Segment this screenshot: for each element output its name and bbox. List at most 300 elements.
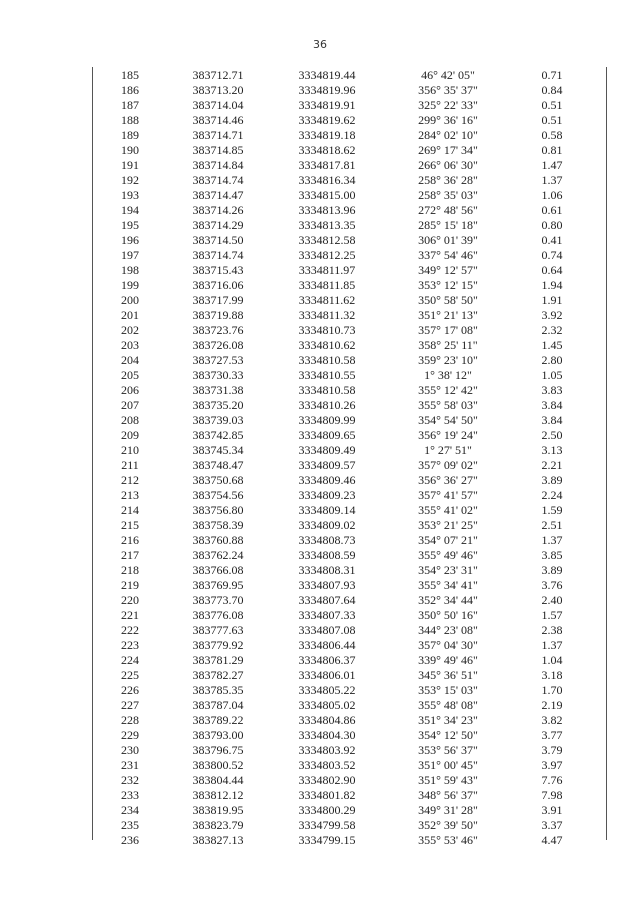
y-coordinate-cell: 3334811.85 bbox=[298, 278, 356, 292]
bearing-angle-cell: 269° 17' 34" bbox=[418, 143, 478, 157]
y-coordinate-cell: 3334811.97 bbox=[298, 263, 356, 277]
distance-cell: 7.98 bbox=[541, 788, 563, 802]
x-coordinate-cell: 383754.56 bbox=[192, 488, 244, 502]
distance-cell: 2.24 bbox=[541, 488, 563, 502]
table-row bbox=[92, 758, 607, 773]
x-coordinate-cell: 383714.71 bbox=[192, 128, 244, 142]
bearing-angle-cell: 356° 35' 37" bbox=[418, 83, 478, 97]
distance-cell: 3.89 bbox=[541, 473, 563, 487]
table-row bbox=[92, 338, 607, 353]
point-number-cell: 228 bbox=[121, 713, 139, 727]
point-number-cell: 189 bbox=[121, 128, 139, 142]
table-row bbox=[92, 353, 607, 368]
x-coordinate-cell: 383785.35 bbox=[192, 683, 244, 697]
x-coordinate-cell: 383712.71 bbox=[192, 68, 244, 82]
table-row bbox=[92, 728, 607, 743]
table-row bbox=[92, 698, 607, 713]
point-number-cell: 227 bbox=[121, 698, 139, 712]
y-coordinate-cell: 3334803.92 bbox=[298, 743, 356, 757]
x-coordinate-cell: 383723.76 bbox=[192, 323, 244, 337]
x-coordinate-cell: 383717.99 bbox=[192, 293, 244, 307]
page-number: 36 bbox=[313, 38, 327, 51]
table-row bbox=[92, 788, 607, 803]
table-row bbox=[92, 833, 607, 848]
table-row bbox=[92, 443, 607, 458]
table-row bbox=[92, 458, 607, 473]
distance-cell: 3.84 bbox=[541, 398, 563, 412]
y-coordinate-cell: 3334802.90 bbox=[298, 773, 356, 787]
x-coordinate-cell: 383715.43 bbox=[192, 263, 244, 277]
x-coordinate-cell: 383713.20 bbox=[192, 83, 244, 97]
point-number-cell: 215 bbox=[121, 518, 139, 532]
x-coordinate-cell: 383773.70 bbox=[192, 593, 244, 607]
point-number-cell: 205 bbox=[121, 368, 139, 382]
point-number-cell: 192 bbox=[121, 173, 139, 187]
distance-cell: 2.38 bbox=[541, 623, 563, 637]
x-coordinate-cell: 383748.47 bbox=[192, 458, 244, 472]
x-coordinate-cell: 383777.63 bbox=[192, 623, 244, 637]
point-number-cell: 212 bbox=[121, 473, 139, 487]
x-coordinate-cell: 383714.04 bbox=[192, 98, 244, 112]
point-number-cell: 233 bbox=[121, 788, 139, 802]
table-row bbox=[92, 278, 607, 293]
bearing-angle-cell: 1° 27' 51" bbox=[424, 443, 472, 457]
point-number-cell: 231 bbox=[121, 758, 139, 772]
distance-cell: 2.32 bbox=[541, 323, 563, 337]
x-coordinate-cell: 383819.95 bbox=[192, 803, 244, 817]
x-coordinate-cell: 383730.33 bbox=[192, 368, 244, 382]
y-coordinate-cell: 3334805.22 bbox=[298, 683, 356, 697]
distance-cell: 0.51 bbox=[541, 113, 563, 127]
x-coordinate-cell: 383714.46 bbox=[192, 113, 244, 127]
point-number-cell: 195 bbox=[121, 218, 139, 232]
point-number-cell: 223 bbox=[121, 638, 139, 652]
distance-cell: 1.47 bbox=[541, 158, 563, 172]
y-coordinate-cell: 3334809.23 bbox=[298, 488, 356, 502]
bearing-angle-cell: 350° 58' 50" bbox=[418, 293, 478, 307]
table-row bbox=[92, 593, 607, 608]
distance-cell: 0.80 bbox=[541, 218, 563, 232]
table-row bbox=[92, 653, 607, 668]
table-row bbox=[92, 503, 607, 518]
bearing-angle-cell: 354° 12' 50" bbox=[418, 728, 478, 742]
x-coordinate-cell: 383714.47 bbox=[192, 188, 244, 202]
y-coordinate-cell: 3334803.52 bbox=[298, 758, 356, 772]
table-row bbox=[92, 578, 607, 593]
bearing-angle-cell: 306° 01' 39" bbox=[418, 233, 478, 247]
distance-cell: 3.18 bbox=[541, 668, 563, 682]
bearing-angle-cell: 284° 02' 10" bbox=[418, 128, 478, 142]
x-coordinate-cell: 383793.00 bbox=[192, 728, 244, 742]
table-row bbox=[92, 713, 607, 728]
bearing-angle-cell: 349° 12' 57" bbox=[418, 263, 478, 277]
bearing-angle-cell: 356° 19' 24" bbox=[418, 428, 478, 442]
bearing-angle-cell: 354° 54' 50" bbox=[418, 413, 478, 427]
x-coordinate-cell: 383800.52 bbox=[192, 758, 244, 772]
x-coordinate-cell: 383804.44 bbox=[192, 773, 244, 787]
table-row bbox=[92, 623, 607, 638]
x-coordinate-cell: 383781.29 bbox=[192, 653, 244, 667]
bearing-angle-cell: 325° 22' 33" bbox=[418, 98, 478, 112]
y-coordinate-cell: 3334810.55 bbox=[298, 368, 356, 382]
x-coordinate-cell: 383787.04 bbox=[192, 698, 244, 712]
table-row bbox=[92, 248, 607, 263]
point-number-cell: 197 bbox=[121, 248, 139, 262]
table-row bbox=[92, 173, 607, 188]
x-coordinate-cell: 383735.20 bbox=[192, 398, 244, 412]
point-number-cell: 202 bbox=[121, 323, 139, 337]
y-coordinate-cell: 3334799.58 bbox=[298, 818, 356, 832]
bearing-angle-cell: 355° 12' 42" bbox=[418, 383, 478, 397]
x-coordinate-cell: 383758.39 bbox=[192, 518, 244, 532]
distance-cell: 2.19 bbox=[541, 698, 563, 712]
bearing-angle-cell: 266° 06' 30" bbox=[418, 158, 478, 172]
distance-cell: 1.94 bbox=[541, 278, 563, 292]
distance-cell: 2.51 bbox=[541, 518, 563, 532]
table-row bbox=[92, 413, 607, 428]
x-coordinate-cell: 383812.12 bbox=[192, 788, 244, 802]
distance-cell: 3.79 bbox=[541, 743, 563, 757]
y-coordinate-cell: 3334809.46 bbox=[298, 473, 356, 487]
point-number-cell: 201 bbox=[121, 308, 139, 322]
bearing-angle-cell: 1° 38' 12" bbox=[424, 368, 472, 382]
point-number-cell: 203 bbox=[121, 338, 139, 352]
distance-cell: 0.58 bbox=[541, 128, 563, 142]
x-coordinate-cell: 383731.38 bbox=[192, 383, 244, 397]
y-coordinate-cell: 3334810.58 bbox=[298, 383, 356, 397]
y-coordinate-cell: 3334818.62 bbox=[298, 143, 356, 157]
point-number-cell: 222 bbox=[121, 623, 139, 637]
x-coordinate-cell: 383714.50 bbox=[192, 233, 244, 247]
y-coordinate-cell: 3334812.58 bbox=[298, 233, 356, 247]
point-number-cell: 221 bbox=[121, 608, 139, 622]
point-number-cell: 226 bbox=[121, 683, 139, 697]
y-coordinate-cell: 3334800.29 bbox=[298, 803, 356, 817]
y-coordinate-cell: 3334808.59 bbox=[298, 548, 356, 562]
y-coordinate-cell: 3334815.00 bbox=[298, 188, 356, 202]
distance-cell: 3.76 bbox=[541, 578, 563, 592]
y-coordinate-cell: 3334809.57 bbox=[298, 458, 356, 472]
bearing-angle-cell: 355° 49' 46" bbox=[418, 548, 478, 562]
x-coordinate-cell: 383745.34 bbox=[192, 443, 244, 457]
y-coordinate-cell: 3334801.82 bbox=[298, 788, 356, 802]
distance-cell: 0.71 bbox=[541, 68, 563, 82]
distance-cell: 0.41 bbox=[541, 233, 563, 247]
bearing-angle-cell: 351° 59' 43" bbox=[418, 773, 478, 787]
table-row bbox=[92, 188, 607, 203]
bearing-angle-cell: 352° 34' 44" bbox=[418, 593, 478, 607]
bearing-angle-cell: 285° 15' 18" bbox=[418, 218, 478, 232]
point-number-cell: 224 bbox=[121, 653, 139, 667]
distance-cell: 1.91 bbox=[541, 293, 563, 307]
bearing-angle-cell: 337° 54' 46" bbox=[418, 248, 478, 262]
x-coordinate-cell: 383762.24 bbox=[192, 548, 244, 562]
y-coordinate-cell: 3334805.02 bbox=[298, 698, 356, 712]
bearing-angle-cell: 351° 34' 23" bbox=[418, 713, 478, 727]
distance-cell: 1.05 bbox=[541, 368, 563, 382]
bearing-angle-cell: 357° 04' 30" bbox=[418, 638, 478, 652]
bearing-angle-cell: 353° 56' 37" bbox=[418, 743, 478, 757]
x-coordinate-cell: 383726.08 bbox=[192, 338, 244, 352]
point-number-cell: 225 bbox=[121, 668, 139, 682]
x-coordinate-cell: 383714.74 bbox=[192, 248, 244, 262]
point-number-cell: 235 bbox=[121, 818, 139, 832]
y-coordinate-cell: 3334816.34 bbox=[298, 173, 356, 187]
y-coordinate-cell: 3334807.33 bbox=[298, 608, 356, 622]
point-number-cell: 219 bbox=[121, 578, 139, 592]
table-row bbox=[92, 473, 607, 488]
bearing-angle-cell: 349° 31' 28" bbox=[418, 803, 478, 817]
x-coordinate-cell: 383789.22 bbox=[192, 713, 244, 727]
y-coordinate-cell: 3334809.14 bbox=[298, 503, 356, 517]
y-coordinate-cell: 3334811.32 bbox=[298, 308, 356, 322]
y-coordinate-cell: 3334806.44 bbox=[298, 638, 356, 652]
y-coordinate-cell: 3334809.02 bbox=[298, 518, 356, 532]
y-coordinate-cell: 3334819.62 bbox=[298, 113, 356, 127]
table-row bbox=[92, 773, 607, 788]
y-coordinate-cell: 3334809.49 bbox=[298, 443, 356, 457]
x-coordinate-cell: 383714.85 bbox=[192, 143, 244, 157]
bearing-angle-cell: 355° 53' 46" bbox=[418, 833, 478, 847]
distance-cell: 1.45 bbox=[541, 338, 563, 352]
table-row bbox=[92, 488, 607, 503]
table-row bbox=[92, 368, 607, 383]
point-number-cell: 186 bbox=[121, 83, 139, 97]
bearing-angle-cell: 357° 09' 02" bbox=[418, 458, 478, 472]
y-coordinate-cell: 3334813.96 bbox=[298, 203, 356, 217]
y-coordinate-cell: 3334817.81 bbox=[298, 158, 356, 172]
distance-cell: 3.92 bbox=[541, 308, 563, 322]
table-row bbox=[92, 263, 607, 278]
table-row bbox=[92, 68, 607, 83]
point-number-cell: 216 bbox=[121, 533, 139, 547]
point-number-cell: 232 bbox=[121, 773, 139, 787]
x-coordinate-cell: 383756.80 bbox=[192, 503, 244, 517]
distance-cell: 1.37 bbox=[541, 533, 563, 547]
table-row bbox=[92, 383, 607, 398]
bearing-angle-cell: 348° 56' 37" bbox=[418, 788, 478, 802]
distance-cell: 3.85 bbox=[541, 548, 563, 562]
x-coordinate-cell: 383766.08 bbox=[192, 563, 244, 577]
table-row bbox=[92, 638, 607, 653]
point-number-cell: 230 bbox=[121, 743, 139, 757]
x-coordinate-cell: 383760.88 bbox=[192, 533, 244, 547]
point-number-cell: 214 bbox=[121, 503, 139, 517]
x-coordinate-cell: 383796.75 bbox=[192, 743, 244, 757]
table-row bbox=[92, 83, 607, 98]
bearing-angle-cell: 355° 34' 41" bbox=[418, 578, 478, 592]
distance-cell: 3.82 bbox=[541, 713, 563, 727]
distance-cell: 1.57 bbox=[541, 608, 563, 622]
y-coordinate-cell: 3334809.65 bbox=[298, 428, 356, 442]
y-coordinate-cell: 3334807.93 bbox=[298, 578, 356, 592]
bearing-angle-cell: 357° 41' 57" bbox=[418, 488, 478, 502]
distance-cell: 3.83 bbox=[541, 383, 563, 397]
distance-cell: 1.70 bbox=[541, 683, 563, 697]
bearing-angle-cell: 339° 49' 46" bbox=[418, 653, 478, 667]
x-coordinate-cell: 383727.53 bbox=[192, 353, 244, 367]
x-coordinate-cell: 383716.06 bbox=[192, 278, 244, 292]
y-coordinate-cell: 3334810.73 bbox=[298, 323, 356, 337]
bearing-angle-cell: 353° 12' 15" bbox=[418, 278, 478, 292]
point-number-cell: 218 bbox=[121, 563, 139, 577]
table-row bbox=[92, 803, 607, 818]
distance-cell: 1.04 bbox=[541, 653, 563, 667]
point-number-cell: 211 bbox=[121, 458, 139, 472]
bearing-angle-cell: 258° 35' 03" bbox=[418, 188, 478, 202]
y-coordinate-cell: 3334819.44 bbox=[298, 68, 356, 82]
x-coordinate-cell: 383782.27 bbox=[192, 668, 244, 682]
point-number-cell: 196 bbox=[121, 233, 139, 247]
bearing-angle-cell: 359° 23' 10" bbox=[418, 353, 478, 367]
point-number-cell: 185 bbox=[121, 68, 139, 82]
table-row bbox=[92, 128, 607, 143]
y-coordinate-cell: 3334812.25 bbox=[298, 248, 356, 262]
point-number-cell: 190 bbox=[121, 143, 139, 157]
point-number-cell: 229 bbox=[121, 728, 139, 742]
point-number-cell: 206 bbox=[121, 383, 139, 397]
distance-cell: 2.50 bbox=[541, 428, 563, 442]
table-row bbox=[92, 668, 607, 683]
point-number-cell: 207 bbox=[121, 398, 139, 412]
point-number-cell: 209 bbox=[121, 428, 139, 442]
distance-cell: 2.40 bbox=[541, 593, 563, 607]
bearing-angle-cell: 355° 41' 02" bbox=[418, 503, 478, 517]
table-row bbox=[92, 548, 607, 563]
distance-cell: 3.97 bbox=[541, 758, 563, 772]
distance-cell: 0.84 bbox=[541, 83, 563, 97]
bearing-angle-cell: 258° 36' 28" bbox=[418, 173, 478, 187]
x-coordinate-cell: 383714.84 bbox=[192, 158, 244, 172]
y-coordinate-cell: 3334806.37 bbox=[298, 653, 356, 667]
x-coordinate-cell: 383769.95 bbox=[192, 578, 244, 592]
y-coordinate-cell: 3334809.99 bbox=[298, 413, 356, 427]
table-row bbox=[92, 608, 607, 623]
x-coordinate-cell: 383714.29 bbox=[192, 218, 244, 232]
x-coordinate-cell: 383714.74 bbox=[192, 173, 244, 187]
point-number-cell: 199 bbox=[121, 278, 139, 292]
y-coordinate-cell: 3334808.73 bbox=[298, 533, 356, 547]
table-row bbox=[92, 293, 607, 308]
distance-cell: 3.37 bbox=[541, 818, 563, 832]
bearing-angle-cell: 354° 23' 31" bbox=[418, 563, 478, 577]
table-row bbox=[92, 518, 607, 533]
distance-cell: 0.81 bbox=[541, 143, 563, 157]
table-row bbox=[92, 533, 607, 548]
point-number-cell: 194 bbox=[121, 203, 139, 217]
distance-cell: 7.76 bbox=[541, 773, 563, 787]
y-coordinate-cell: 3334810.62 bbox=[298, 338, 356, 352]
bearing-angle-cell: 356° 36' 27" bbox=[418, 473, 478, 487]
x-coordinate-cell: 383823.79 bbox=[192, 818, 244, 832]
bearing-angle-cell: 351° 21' 13" bbox=[418, 308, 478, 322]
x-coordinate-cell: 383827.13 bbox=[192, 833, 244, 847]
distance-cell: 1.06 bbox=[541, 188, 563, 202]
bearing-angle-cell: 344° 23' 08" bbox=[418, 623, 478, 637]
distance-cell: 3.91 bbox=[541, 803, 563, 817]
y-coordinate-cell: 3334807.64 bbox=[298, 593, 356, 607]
table-row bbox=[92, 818, 607, 833]
table-body bbox=[92, 68, 607, 848]
x-coordinate-cell: 383750.68 bbox=[192, 473, 244, 487]
y-coordinate-cell: 3334799.15 bbox=[298, 833, 356, 847]
y-coordinate-cell: 3334819.18 bbox=[298, 128, 356, 142]
distance-cell: 4.47 bbox=[541, 833, 563, 847]
distance-cell: 2.80 bbox=[541, 353, 563, 367]
table-row bbox=[92, 233, 607, 248]
bearing-angle-cell: 357° 17' 08" bbox=[418, 323, 478, 337]
distance-cell: 0.61 bbox=[541, 203, 563, 217]
distance-cell: 1.59 bbox=[541, 503, 563, 517]
bearing-angle-cell: 353° 21' 25" bbox=[418, 518, 478, 532]
distance-cell: 0.74 bbox=[541, 248, 563, 262]
y-coordinate-cell: 3334808.31 bbox=[298, 563, 356, 577]
x-coordinate-cell: 383779.92 bbox=[192, 638, 244, 652]
table-row bbox=[92, 563, 607, 578]
bearing-angle-cell: 355° 48' 08" bbox=[418, 698, 478, 712]
bearing-angle-cell: 353° 15' 03" bbox=[418, 683, 478, 697]
bearing-angle-cell: 358° 25' 11" bbox=[418, 338, 478, 352]
table-row bbox=[92, 143, 607, 158]
table-row bbox=[92, 158, 607, 173]
x-coordinate-cell: 383714.26 bbox=[192, 203, 244, 217]
distance-cell: 3.84 bbox=[541, 413, 563, 427]
point-number-cell: 198 bbox=[121, 263, 139, 277]
bearing-angle-cell: 350° 50' 16" bbox=[418, 608, 478, 622]
distance-cell: 1.37 bbox=[541, 638, 563, 652]
point-number-cell: 236 bbox=[121, 833, 139, 847]
y-coordinate-cell: 3334813.35 bbox=[298, 218, 356, 232]
table-row bbox=[92, 308, 607, 323]
distance-cell: 3.89 bbox=[541, 563, 563, 577]
distance-cell: 0.64 bbox=[541, 263, 563, 277]
bearing-angle-cell: 355° 58' 03" bbox=[418, 398, 478, 412]
distance-cell: 1.37 bbox=[541, 173, 563, 187]
bearing-angle-cell: 272° 48' 56" bbox=[418, 203, 478, 217]
distance-cell: 3.77 bbox=[541, 728, 563, 742]
y-coordinate-cell: 3334810.58 bbox=[298, 353, 356, 367]
point-number-cell: 208 bbox=[121, 413, 139, 427]
distance-cell: 3.13 bbox=[541, 443, 563, 457]
table-row bbox=[92, 323, 607, 338]
point-number-cell: 220 bbox=[121, 593, 139, 607]
x-coordinate-cell: 383719.88 bbox=[192, 308, 244, 322]
y-coordinate-cell: 3334804.86 bbox=[298, 713, 356, 727]
point-number-cell: 188 bbox=[121, 113, 139, 127]
point-number-cell: 200 bbox=[121, 293, 139, 307]
point-number-cell: 191 bbox=[121, 158, 139, 172]
point-number-cell: 234 bbox=[121, 803, 139, 817]
coordinate-table bbox=[92, 67, 607, 847]
point-number-cell: 210 bbox=[121, 443, 139, 457]
point-number-cell: 204 bbox=[121, 353, 139, 367]
table-row bbox=[92, 113, 607, 128]
x-coordinate-cell: 383776.08 bbox=[192, 608, 244, 622]
bearing-angle-cell: 46° 42' 05" bbox=[421, 68, 475, 82]
table-row bbox=[92, 743, 607, 758]
x-coordinate-cell: 383739.03 bbox=[192, 413, 244, 427]
distance-cell: 0.51 bbox=[541, 98, 563, 112]
y-coordinate-cell: 3334807.08 bbox=[298, 623, 356, 637]
table-row bbox=[92, 218, 607, 233]
table-row bbox=[92, 683, 607, 698]
table-row bbox=[92, 203, 607, 218]
bearing-angle-cell: 352° 39' 50" bbox=[418, 818, 478, 832]
table-row bbox=[92, 428, 607, 443]
bearing-angle-cell: 299° 36' 16" bbox=[418, 113, 478, 127]
point-number-cell: 187 bbox=[121, 98, 139, 112]
point-number-cell: 213 bbox=[121, 488, 139, 502]
